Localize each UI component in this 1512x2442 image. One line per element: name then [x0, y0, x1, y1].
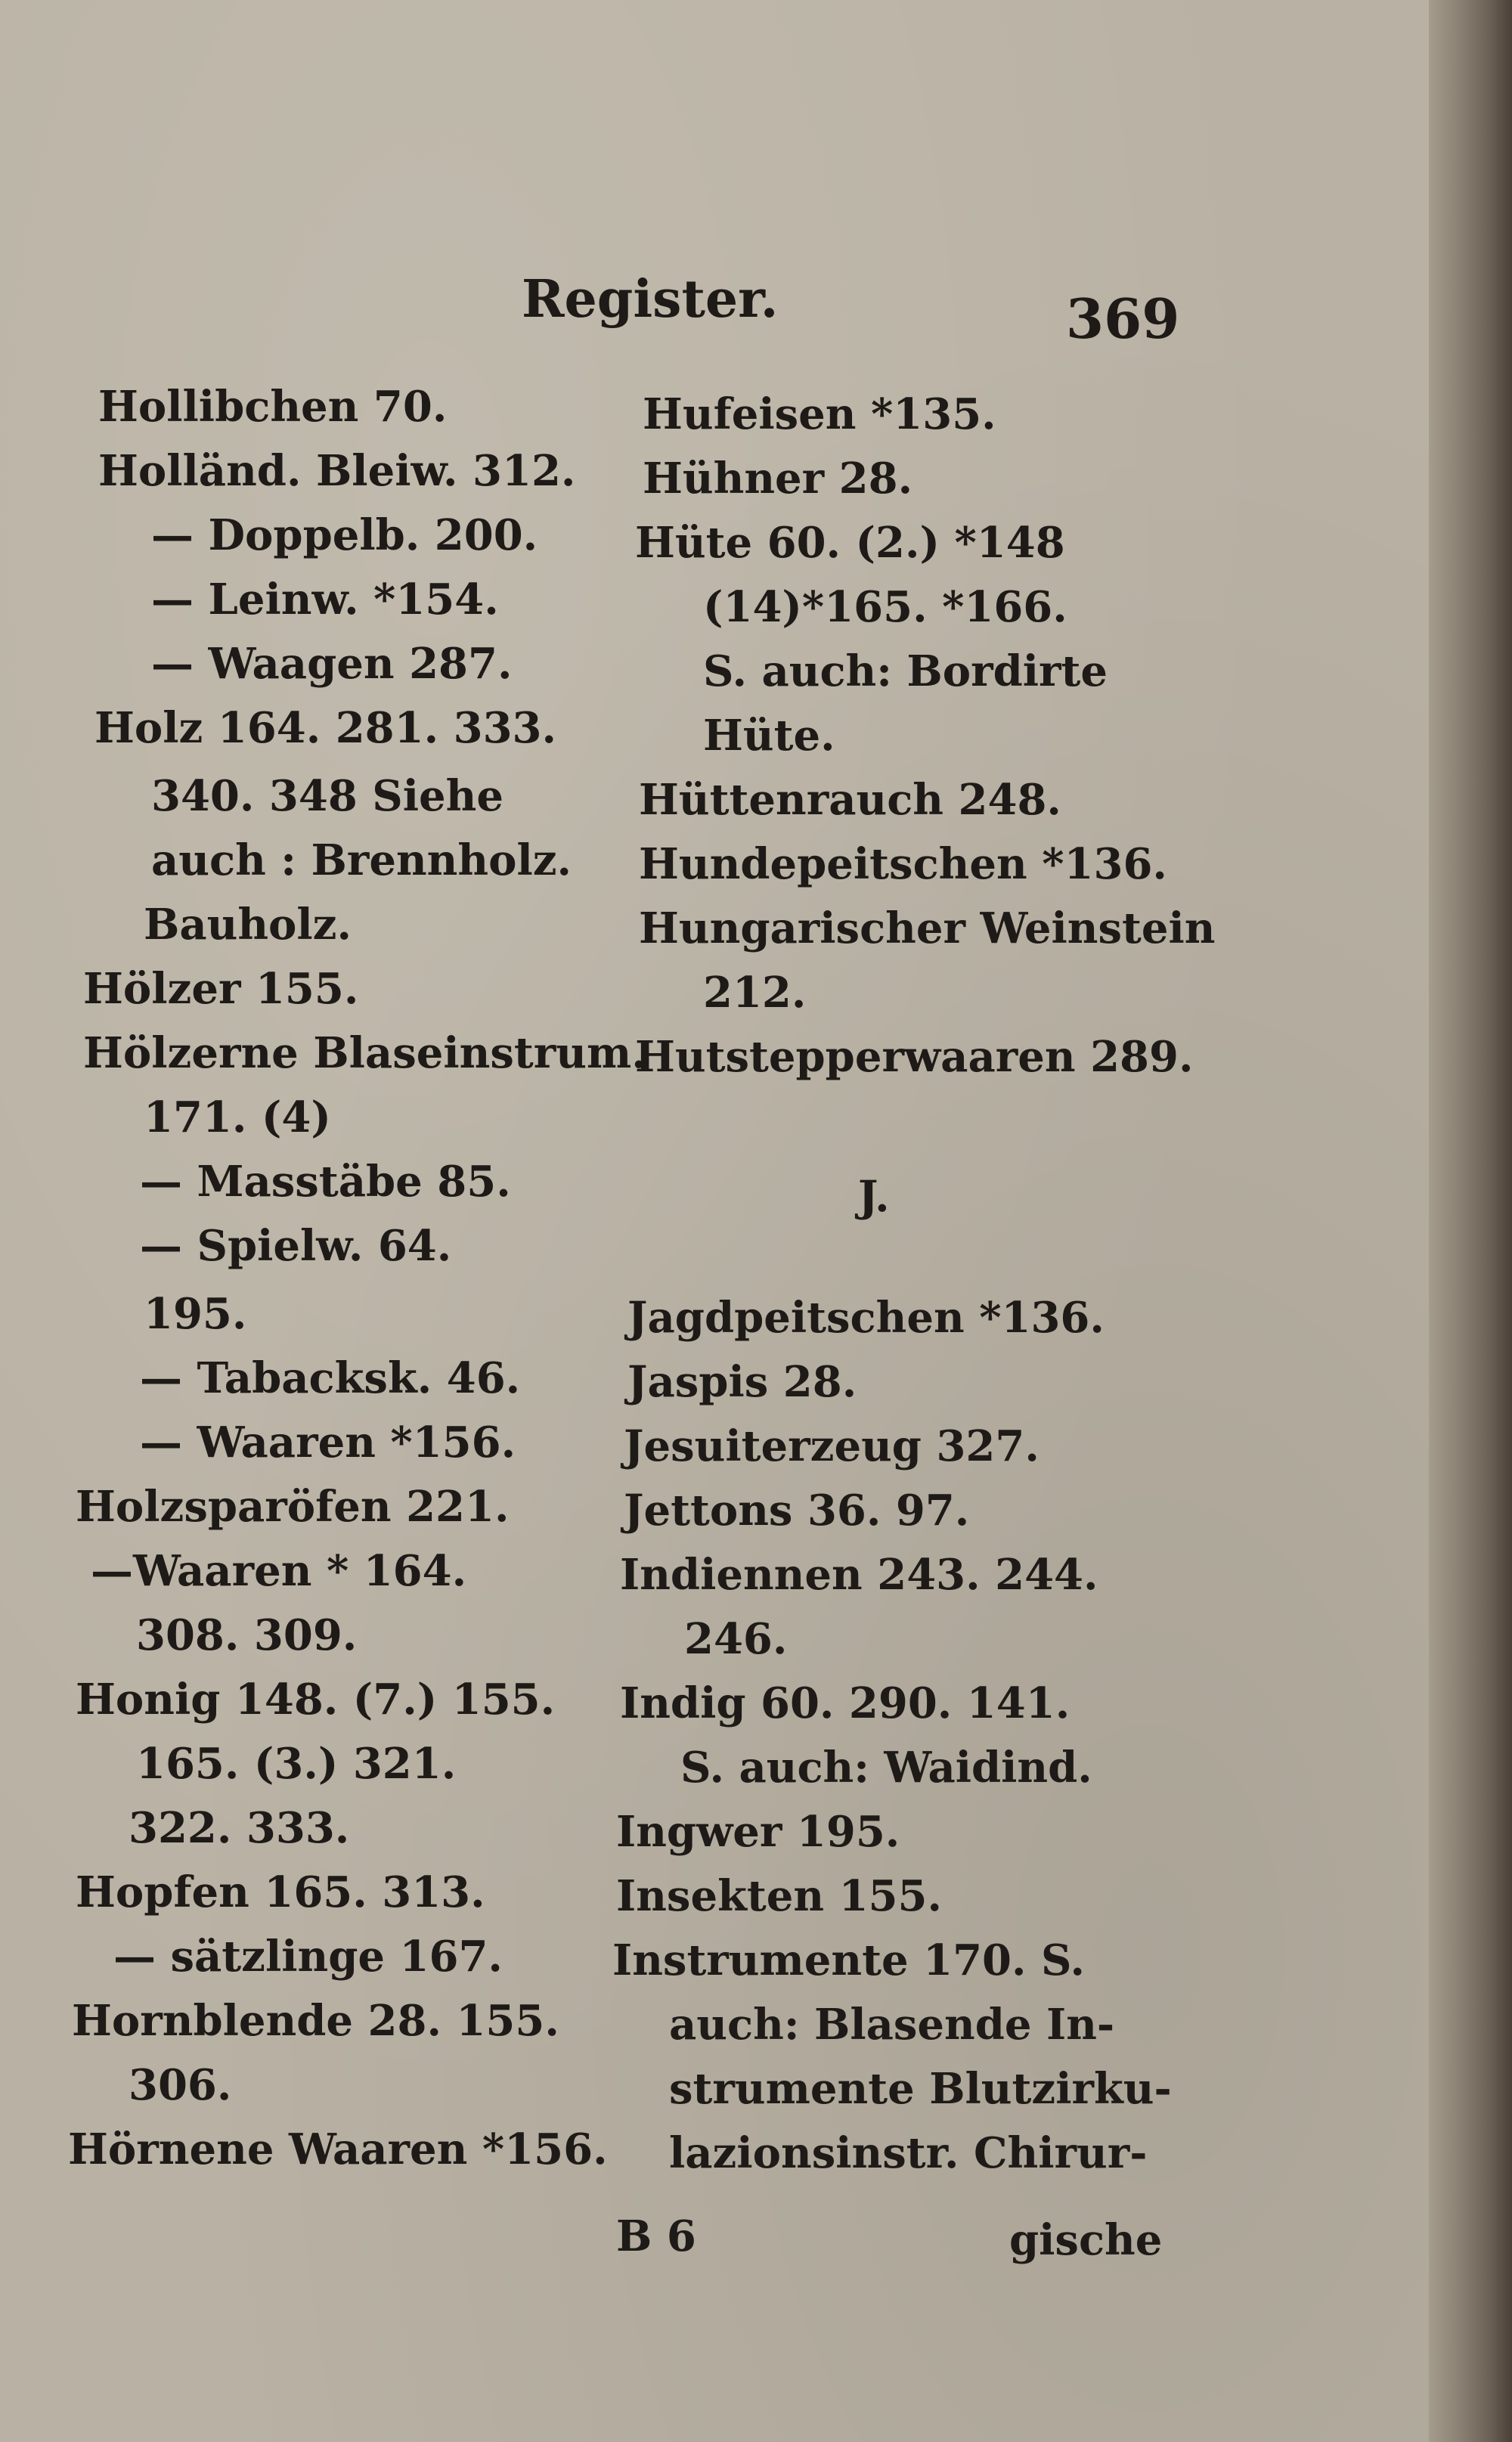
index-entry: Jaspis 28.: [627, 1357, 857, 1407]
index-entry: (14)*165. *166.: [703, 582, 1067, 632]
index-entry: Bauholz.: [144, 900, 352, 950]
index-entry: — Waagen 287.: [151, 639, 513, 689]
index-entry: Hüttenrauch 248.: [639, 775, 1061, 825]
index-entry: Holzsparöfen 221.: [76, 1482, 510, 1532]
index-entry: 306.: [129, 2060, 232, 2110]
index-entry: —Waaren * 164.: [91, 1546, 467, 1596]
index-entry: Hopfen 165. 313.: [76, 1867, 485, 1917]
index-entry: Hölzerne Blaseinstrum.: [83, 1028, 646, 1078]
index-entry: Hollibchen 70.: [98, 382, 448, 432]
index-entry: — Leinw. *154.: [151, 575, 499, 624]
index-entry: — sätzlinge 167.: [113, 1932, 503, 1982]
index-entry: Hölzer 155.: [83, 964, 359, 1014]
index-entry: Hungarischer Weinstein: [639, 903, 1216, 953]
index-entry: Indig 60. 290. 141.: [620, 1678, 1070, 1728]
running-head: Register.: [522, 269, 779, 330]
index-entry: Hutstepperwaaren 289.: [635, 1032, 1194, 1082]
index-entry: — Tabacksk. 46.: [140, 1353, 521, 1403]
index-entry: Hörnene Waaren *156.: [68, 2124, 608, 2174]
index-entry: strumente Blutzirku-: [669, 2064, 1172, 2114]
index-entry: 171. (4): [144, 1092, 331, 1142]
index-entry: 212.: [703, 968, 807, 1018]
index-entry: 340. 348 Siehe: [151, 771, 503, 821]
index-entry: Hüte.: [703, 711, 835, 761]
index-entry: Insekten 155.: [616, 1871, 942, 1921]
signature-mark: B 6: [616, 2211, 696, 2261]
index-entry: 246.: [684, 1614, 788, 1664]
index-entry: — Masstäbe 85.: [140, 1157, 511, 1207]
index-entry: Holländ. Bleiw. 312.: [98, 446, 576, 496]
index-entry: Jettons 36. 97.: [624, 1486, 970, 1536]
index-entry: Jesuiterzeug 327.: [624, 1421, 1040, 1471]
index-entry: Ingwer 195.: [616, 1807, 900, 1857]
index-entry: auch : Brennholz.: [151, 835, 572, 885]
index-entry: — Waaren *156.: [140, 1418, 516, 1467]
index-entry: 165. (3.) 321.: [136, 1739, 457, 1789]
index-entry: Hundepeitschen *136.: [639, 839, 1167, 889]
index-entry: Instrumente 170. S.: [612, 1935, 1085, 1985]
page-number: 369: [1066, 287, 1180, 351]
index-entry: — Doppelb. 200.: [151, 510, 538, 560]
catchword: gische: [1009, 2215, 1163, 2265]
index-entry: Hüte 60. (2.) *148: [635, 518, 1065, 568]
index-entry: auch: Blasende In-: [669, 2000, 1115, 2050]
index-entry: Holz 164. 281. 333.: [94, 703, 556, 753]
index-entry: J.: [858, 1172, 890, 1222]
index-entry: 322. 333.: [129, 1803, 350, 1853]
index-entry: 308. 309.: [136, 1610, 358, 1660]
index-entry: Jagdpeitschen *136.: [627, 1293, 1105, 1343]
index-entry: Hühner 28.: [643, 454, 913, 504]
index-entry: 195.: [144, 1289, 247, 1339]
index-entry: S. auch: Waidind.: [680, 1743, 1092, 1793]
index-entry: S. auch: Bordirte: [703, 646, 1108, 696]
index-entry: — Spielw. 64.: [140, 1221, 452, 1271]
index-entry: Hufeisen *135.: [643, 389, 996, 439]
index-entry: Hornblende 28. 155.: [72, 1996, 559, 2046]
index-entry: lazionsinstr. Chirur-: [669, 2128, 1148, 2178]
page-edge: [1429, 0, 1512, 2442]
index-entry: Indiennen 243. 244.: [620, 1550, 1098, 1600]
index-entry: Honig 148. (7.) 155.: [76, 1675, 556, 1725]
